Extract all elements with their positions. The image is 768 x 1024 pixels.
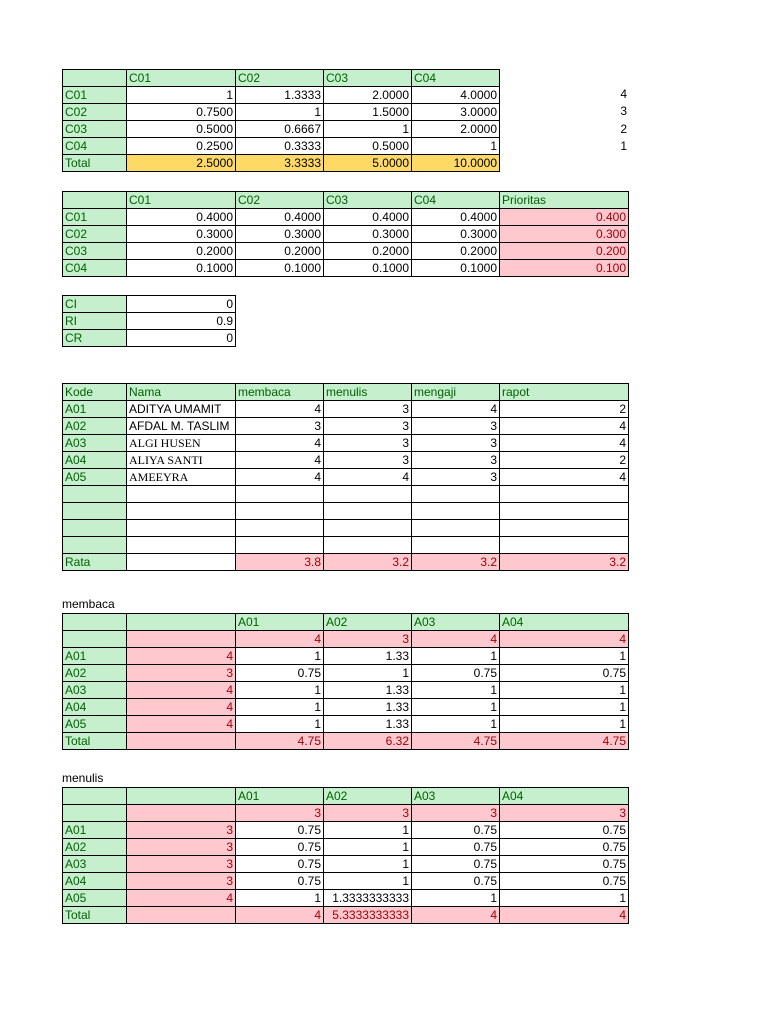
table-header-row <box>63 788 629 805</box>
ci-value-cell[interactable]: 0 <box>127 296 236 313</box>
header-cell[interactable]: C04 <box>412 70 500 87</box>
cell[interactable]: 0.1000 <box>324 260 412 277</box>
code-cell[interactable] <box>63 537 127 554</box>
table-row <box>63 87 500 104</box>
header-cell[interactable]: rapot <box>500 384 629 401</box>
cell[interactable]: 3 <box>324 401 412 418</box>
table-row <box>63 209 629 226</box>
row-label-cell[interactable]: C02 <box>63 104 127 121</box>
cell[interactable]: 1.33 <box>324 648 412 665</box>
table-row <box>63 418 629 435</box>
header-cell[interactable]: A02 <box>324 788 412 805</box>
cell[interactable]: 0.2500 <box>127 138 236 155</box>
name-cell[interactable]: ADITYA UMAMIT <box>127 401 236 418</box>
average-cell[interactable]: 3.2 <box>500 554 629 571</box>
cell[interactable]: 1 <box>324 856 412 873</box>
cell[interactable]: 0.3000 <box>412 226 500 243</box>
cr-label-cell[interactable]: CR <box>63 330 127 347</box>
header-cell[interactable]: menulis <box>324 384 412 401</box>
cell[interactable]: 1 <box>500 699 629 716</box>
cell[interactable] <box>127 554 236 571</box>
cell[interactable] <box>236 520 324 537</box>
table-header-row <box>63 384 629 401</box>
weight-cell[interactable]: 4 <box>127 716 236 733</box>
cell[interactable]: 1 <box>236 104 324 121</box>
cell[interactable]: 3.0000 <box>412 104 500 121</box>
side-value-cell[interactable]: 1 <box>620 139 627 153</box>
header-cell[interactable]: C04 <box>412 192 500 209</box>
header-cell[interactable] <box>63 70 127 87</box>
row-label-cell[interactable]: A01 <box>63 822 127 839</box>
cell[interactable]: 3 <box>412 469 500 486</box>
cell[interactable]: 1 <box>500 890 629 907</box>
total-cell[interactable] <box>127 733 236 750</box>
weight-cell[interactable]: 4 <box>127 890 236 907</box>
students-table <box>62 383 629 571</box>
cell[interactable]: 0.2000 <box>127 243 236 260</box>
row-label-cell[interactable]: A04 <box>63 873 127 890</box>
cell[interactable]: 0.75 <box>500 856 629 873</box>
cell[interactable]: 0.1000 <box>236 260 324 277</box>
header-cell[interactable] <box>63 788 127 805</box>
table-header-row <box>63 192 629 209</box>
cell[interactable] <box>412 486 500 503</box>
cell[interactable]: 1 <box>236 682 324 699</box>
name-cell[interactable] <box>127 537 236 554</box>
header-cell[interactable] <box>63 192 127 209</box>
average-cell[interactable]: 3.2 <box>324 554 412 571</box>
row-label-cell[interactable]: C01 <box>63 87 127 104</box>
weight-cell[interactable]: 3 <box>236 805 324 822</box>
row-label-cell[interactable]: A01 <box>63 648 127 665</box>
cell[interactable]: 1.3333 <box>236 87 324 104</box>
code-cell[interactable] <box>63 503 127 520</box>
cell[interactable]: 0.75 <box>500 822 629 839</box>
name-cell[interactable]: ALGI HUSEN <box>127 435 236 452</box>
table-row <box>63 243 629 260</box>
cell[interactable] <box>236 503 324 520</box>
total-cell[interactable]: 4.75 <box>412 733 500 750</box>
total-cell[interactable]: 4 <box>236 907 324 924</box>
side-value-cell[interactable]: 2 <box>620 122 627 136</box>
cell[interactable] <box>324 486 412 503</box>
priority-cell[interactable]: 0.100 <box>500 260 629 277</box>
membaca-section-title: membaca <box>62 597 115 611</box>
ri-label-cell[interactable]: RI <box>63 313 127 330</box>
cell[interactable]: 0.3333 <box>236 138 324 155</box>
weight-cell[interactable]: 4 <box>127 682 236 699</box>
cell[interactable]: 4 <box>236 452 324 469</box>
weight-cell[interactable]: 3 <box>127 873 236 890</box>
average-label-cell[interactable]: Rata <box>63 554 127 571</box>
cell[interactable] <box>63 631 127 648</box>
cell[interactable]: 0.2000 <box>324 243 412 260</box>
cell[interactable]: 1 <box>236 648 324 665</box>
priority-cell[interactable]: 0.200 <box>500 243 629 260</box>
cell[interactable] <box>236 486 324 503</box>
cell[interactable]: 0.75 <box>412 839 500 856</box>
cell[interactable]: 1 <box>412 682 500 699</box>
table-row <box>63 313 236 330</box>
cell[interactable]: 4 <box>236 401 324 418</box>
table-header-row <box>63 614 629 631</box>
name-cell[interactable]: AFDAL M. TASLIM <box>127 418 236 435</box>
table-row <box>63 890 629 907</box>
cell[interactable]: 2.0000 <box>324 87 412 104</box>
table-row <box>63 330 236 347</box>
row-label-cell[interactable]: A02 <box>63 665 127 682</box>
table-row <box>63 699 629 716</box>
table-row <box>63 469 629 486</box>
table-row <box>63 648 629 665</box>
row-label-cell[interactable]: A03 <box>63 682 127 699</box>
row-label-cell[interactable]: C03 <box>63 121 127 138</box>
table-row <box>63 665 629 682</box>
cell[interactable]: 1 <box>412 890 500 907</box>
weight-cell[interactable]: 3 <box>412 805 500 822</box>
code-cell[interactable]: A02 <box>63 418 127 435</box>
header-cell[interactable] <box>127 788 236 805</box>
header-cell[interactable]: A02 <box>324 614 412 631</box>
cell[interactable] <box>500 537 629 554</box>
cell[interactable]: 0.4000 <box>127 209 236 226</box>
header-cell[interactable]: A04 <box>500 614 629 631</box>
empty-row <box>63 486 629 503</box>
row-label-cell[interactable]: A03 <box>63 856 127 873</box>
table-row <box>63 296 236 313</box>
total-label-cell[interactable]: Total <box>63 907 127 924</box>
menulis-section-title: menulis <box>62 771 104 785</box>
cell[interactable]: 1 <box>324 822 412 839</box>
cell[interactable]: 3 <box>324 418 412 435</box>
cell[interactable]: 0.1000 <box>127 260 236 277</box>
table-row <box>63 839 629 856</box>
header-cell[interactable]: C01 <box>127 192 236 209</box>
cell[interactable]: 0.75 <box>236 856 324 873</box>
cell[interactable]: 0.3000 <box>236 226 324 243</box>
table-row <box>63 822 629 839</box>
table-row <box>63 138 500 155</box>
name-cell[interactable] <box>127 503 236 520</box>
total-cell[interactable]: 4.75 <box>500 733 629 750</box>
row-label-cell[interactable]: C04 <box>63 138 127 155</box>
weight-cell[interactable] <box>127 631 236 648</box>
cell[interactable]: 0.75 <box>236 839 324 856</box>
table-row <box>63 435 629 452</box>
cell[interactable]: 0.4000 <box>412 209 500 226</box>
table-row <box>63 401 629 418</box>
weight-cell[interactable]: 3 <box>324 631 412 648</box>
cell[interactable]: 1 <box>324 665 412 682</box>
priority-cell[interactable]: 0.400 <box>500 209 629 226</box>
cell[interactable]: 2 <box>500 401 629 418</box>
cell[interactable]: 0.2000 <box>236 243 324 260</box>
total-label-cell[interactable]: Total <box>63 733 127 750</box>
cell[interactable]: 0.3000 <box>324 226 412 243</box>
cell[interactable]: 0.4000 <box>324 209 412 226</box>
cell[interactable] <box>324 537 412 554</box>
code-cell[interactable] <box>63 486 127 503</box>
consistency-table <box>62 295 236 347</box>
weight-cell[interactable]: 4 <box>500 631 629 648</box>
header-cell[interactable]: mengaji <box>412 384 500 401</box>
cell[interactable]: 1.33 <box>324 716 412 733</box>
table-row <box>63 121 500 138</box>
header-cell[interactable]: A03 <box>412 614 500 631</box>
total-cell[interactable]: 5.3333333333 <box>324 907 412 924</box>
total-cell[interactable] <box>127 907 236 924</box>
total-cell[interactable]: 4 <box>500 907 629 924</box>
weights-row <box>63 631 629 648</box>
priority-header-cell[interactable]: Prioritas <box>500 192 629 209</box>
cell[interactable]: 2 <box>500 452 629 469</box>
cell[interactable]: 0.4000 <box>236 209 324 226</box>
cell[interactable]: 0.75 <box>412 822 500 839</box>
cell[interactable]: 0.5000 <box>324 138 412 155</box>
cell[interactable]: 3 <box>324 435 412 452</box>
header-cell[interactable]: A03 <box>412 788 500 805</box>
cell[interactable]: 2.0000 <box>412 121 500 138</box>
cell[interactable]: 1 <box>412 699 500 716</box>
row-label-cell[interactable]: C04 <box>63 260 127 277</box>
cell[interactable] <box>412 503 500 520</box>
row-label-cell[interactable]: C02 <box>63 226 127 243</box>
cell[interactable]: 1 <box>412 138 500 155</box>
total-cell[interactable]: 10.0000 <box>412 155 500 172</box>
table-row <box>63 716 629 733</box>
cell[interactable]: 4 <box>500 469 629 486</box>
cell[interactable]: 1 <box>324 873 412 890</box>
header-cell[interactable]: Nama <box>127 384 236 401</box>
code-cell[interactable]: A05 <box>63 469 127 486</box>
cell[interactable]: 4.0000 <box>412 87 500 104</box>
cell[interactable]: 0.75 <box>412 665 500 682</box>
name-cell[interactable] <box>127 486 236 503</box>
total-label-cell[interactable]: Total <box>63 155 127 172</box>
cell[interactable]: 0.1000 <box>412 260 500 277</box>
code-cell[interactable]: A04 <box>63 452 127 469</box>
header-cell[interactable]: C01 <box>127 70 236 87</box>
header-cell[interactable]: membaca <box>236 384 324 401</box>
code-cell[interactable]: A01 <box>63 401 127 418</box>
cell[interactable]: 3 <box>412 452 500 469</box>
header-cell[interactable] <box>127 614 236 631</box>
weight-cell[interactable]: 4 <box>127 699 236 716</box>
cell[interactable]: 1.33 <box>324 682 412 699</box>
cell[interactable]: 1 <box>412 648 500 665</box>
header-cell[interactable]: C03 <box>324 192 412 209</box>
cell[interactable]: 1 <box>236 716 324 733</box>
cell[interactable]: 0.75 <box>236 665 324 682</box>
average-row <box>63 554 629 571</box>
row-label-cell[interactable]: A02 <box>63 839 127 856</box>
cell[interactable]: 1 <box>412 716 500 733</box>
table-header-row <box>63 70 500 87</box>
total-cell[interactable]: 2.5000 <box>127 155 236 172</box>
cell[interactable]: 4 <box>412 401 500 418</box>
cell[interactable]: 0.3000 <box>127 226 236 243</box>
table-row <box>63 226 629 243</box>
average-cell[interactable]: 3.8 <box>236 554 324 571</box>
name-cell[interactable] <box>127 520 236 537</box>
membaca-comparison-table <box>62 613 629 750</box>
weight-cell[interactable]: 3 <box>324 805 412 822</box>
weight-cell[interactable] <box>127 805 236 822</box>
weight-cell[interactable]: 3 <box>500 805 629 822</box>
weight-cell[interactable]: 3 <box>127 839 236 856</box>
cell[interactable]: 4 <box>236 469 324 486</box>
cell[interactable] <box>324 520 412 537</box>
cell[interactable]: 0.75 <box>236 822 324 839</box>
cell[interactable]: 0.75 <box>500 873 629 890</box>
header-cell[interactable]: A01 <box>236 614 324 631</box>
name-cell[interactable]: AMEEYRA <box>127 469 236 486</box>
cell[interactable]: 1.33 <box>324 699 412 716</box>
weight-cell[interactable]: 4 <box>127 648 236 665</box>
row-label-cell[interactable]: C03 <box>63 243 127 260</box>
total-cell[interactable]: 3.3333 <box>236 155 324 172</box>
cell[interactable]: 4 <box>236 435 324 452</box>
cell[interactable]: 1 <box>500 682 629 699</box>
weight-cell[interactable]: 3 <box>127 665 236 682</box>
total-cell[interactable]: 6.32 <box>324 733 412 750</box>
cell[interactable]: 1 <box>236 699 324 716</box>
cell[interactable]: 0.75 <box>500 839 629 856</box>
side-value-cell[interactable]: 3 <box>620 104 627 118</box>
cell[interactable]: 3 <box>412 435 500 452</box>
table-row <box>63 873 629 890</box>
table-row <box>63 452 629 469</box>
average-cell[interactable]: 3.2 <box>412 554 500 571</box>
cell[interactable] <box>500 503 629 520</box>
cell[interactable]: 0.2000 <box>412 243 500 260</box>
table-row <box>63 856 629 873</box>
total-cell[interactable]: 4.75 <box>236 733 324 750</box>
cell[interactable]: 1 <box>324 839 412 856</box>
header-cell[interactable]: A01 <box>236 788 324 805</box>
header-cell[interactable]: C02 <box>236 70 324 87</box>
weight-cell[interactable]: 4 <box>412 631 500 648</box>
cell[interactable]: 0.75 <box>236 873 324 890</box>
header-cell[interactable]: C03 <box>324 70 412 87</box>
code-cell[interactable] <box>63 520 127 537</box>
cell[interactable]: 4 <box>500 418 629 435</box>
row-label-cell[interactable]: A04 <box>63 699 127 716</box>
header-cell[interactable]: C02 <box>236 192 324 209</box>
cell[interactable]: 1 <box>236 890 324 907</box>
cr-value-cell[interactable]: 0 <box>127 330 236 347</box>
cell[interactable]: 4 <box>500 435 629 452</box>
cell[interactable]: 0.6667 <box>236 121 324 138</box>
name-cell[interactable]: ALIYA SANTI <box>127 452 236 469</box>
weights-row <box>63 805 629 822</box>
cell[interactable] <box>500 520 629 537</box>
cell[interactable]: 3 <box>236 418 324 435</box>
cell[interactable]: 1 <box>324 121 412 138</box>
cell[interactable] <box>412 537 500 554</box>
table-row <box>63 682 629 699</box>
cell[interactable]: 1.5000 <box>324 104 412 121</box>
table-row <box>63 104 500 121</box>
cell[interactable]: 0.7500 <box>127 104 236 121</box>
table-row <box>63 260 629 277</box>
total-cell[interactable]: 5.0000 <box>324 155 412 172</box>
cell[interactable]: 4 <box>324 469 412 486</box>
normalized-matrix-table <box>62 191 629 277</box>
ci-label-cell[interactable]: CI <box>63 296 127 313</box>
menulis-comparison-table <box>62 787 629 924</box>
row-label-cell[interactable]: C01 <box>63 209 127 226</box>
row-label-cell[interactable]: A05 <box>63 890 127 907</box>
weight-cell[interactable]: 3 <box>127 822 236 839</box>
total-row <box>63 155 500 172</box>
empty-row <box>63 537 629 554</box>
code-cell[interactable]: A03 <box>63 435 127 452</box>
cell[interactable] <box>236 537 324 554</box>
cell[interactable]: 3 <box>412 418 500 435</box>
cell[interactable] <box>63 805 127 822</box>
cell[interactable] <box>324 503 412 520</box>
cell[interactable]: 1 <box>500 648 629 665</box>
priority-cell[interactable]: 0.300 <box>500 226 629 243</box>
cell[interactable]: 0.5000 <box>127 121 236 138</box>
cell[interactable]: 0.75 <box>500 665 629 682</box>
cell[interactable] <box>412 520 500 537</box>
empty-row <box>63 520 629 537</box>
weight-cell[interactable]: 3 <box>127 856 236 873</box>
side-value-cell[interactable]: 4 <box>620 87 627 101</box>
total-cell[interactable]: 4 <box>412 907 500 924</box>
pairwise-matrix-table <box>62 69 500 172</box>
empty-row <box>63 503 629 520</box>
cell[interactable]: 1 <box>127 87 236 104</box>
header-cell[interactable] <box>63 614 127 631</box>
total-row <box>63 907 629 924</box>
total-row <box>63 733 629 750</box>
cell[interactable]: 3 <box>324 452 412 469</box>
cell[interactable]: 1.3333333333 <box>324 890 412 907</box>
row-label-cell[interactable]: A05 <box>63 716 127 733</box>
cell[interactable] <box>500 486 629 503</box>
cell[interactable]: 0.75 <box>412 873 500 890</box>
cell[interactable]: 0.75 <box>412 856 500 873</box>
header-cell[interactable]: Kode <box>63 384 127 401</box>
cell[interactable]: 1 <box>500 716 629 733</box>
header-cell[interactable]: A04 <box>500 788 629 805</box>
weight-cell[interactable]: 4 <box>236 631 324 648</box>
ri-value-cell[interactable]: 0.9 <box>127 313 236 330</box>
